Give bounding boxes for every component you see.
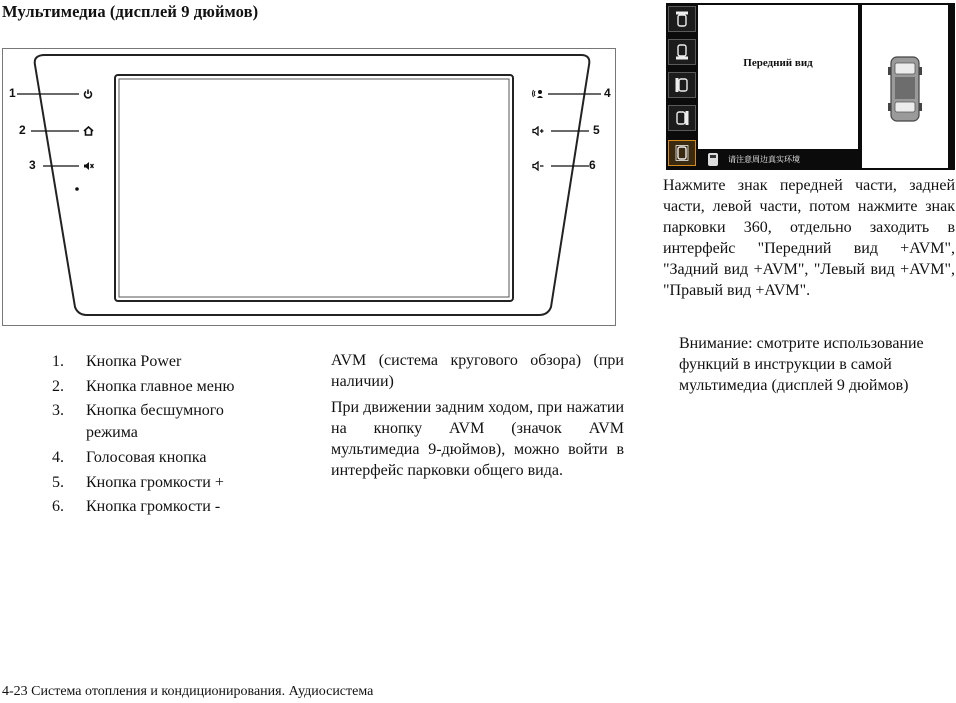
list-item: [52, 350, 322, 375]
list-item-text: Голосовая кнопка: [86, 449, 207, 466]
avm-camera-screen: [666, 3, 955, 170]
rear-camera-icon[interactable]: [668, 39, 696, 65]
attention-note: Внимание: смотрите использование функций в инструкции в самой мультимедиа (дисплей 9 дюймов): [679, 335, 924, 394]
callout-1: 1: [9, 86, 16, 100]
head-unit-diagram: [2, 48, 616, 326]
list-item-text: Кнопка громкости -: [86, 498, 221, 515]
list-item-number: 2.: [52, 377, 64, 395]
callout-2: 2: [19, 123, 26, 137]
list-item-number: 6.: [52, 498, 64, 515]
list-item-number: 1.: [52, 353, 64, 370]
list-item-number: 3.: [52, 402, 64, 419]
list-item: [52, 400, 322, 444]
page-footer: 4-23 Система отопления и кондиционирования. Аудиосистема: [2, 684, 374, 699]
callout-3: 3: [29, 158, 36, 172]
top-view-panel: [862, 5, 948, 168]
list-item-text: Кнопка Power: [86, 353, 182, 370]
callout-6: 6: [589, 158, 596, 172]
callout-4: 4: [604, 86, 611, 100]
avm-title: AVM (система кругового обзора) (при наличии): [331, 352, 624, 390]
page-title: Мультимедиа (дисплей 9 дюймов): [2, 2, 259, 21]
front-camera-icon[interactable]: [668, 6, 696, 32]
callout-5: 5: [593, 123, 600, 137]
volume-up-icon: [531, 125, 545, 137]
button-legend-list: [52, 350, 322, 520]
list-item-number: 5.: [52, 473, 64, 491]
list-item: [52, 471, 322, 496]
list-item: [52, 446, 322, 471]
right-paragraph: Нажмите знак передней части, задней части, левой части, потом нажмите знак парковки 360, отдельно заходить в интерфейс "Передний вид +AVM", "Задний вид +AVM", "Левый вид +AVM", "Правый вид +AVM".: [663, 177, 955, 299]
mute-icon: [81, 160, 95, 172]
car-top-view-icon: [862, 5, 948, 168]
avm-description: При движении задним ходом, при нажатии на кнопку AVM (значок AVM мультимедиа 9-дюймов), можно войти в интерфейс парковки общего вида.: [331, 399, 624, 479]
camera-warning-bar: [698, 150, 858, 168]
front-view-label: Передний вид: [743, 57, 813, 69]
avm-section: [331, 350, 624, 486]
parking-360-icon[interactable]: [668, 140, 696, 166]
home-icon: [81, 125, 95, 137]
voice-icon: [531, 88, 545, 100]
list-item-text: Кнопка бесшумного режима: [86, 402, 224, 441]
volume-down-icon: [531, 160, 545, 172]
list-item-text: Кнопка громкости +: [86, 473, 224, 491]
car-mini-icon: [704, 152, 722, 166]
camera-warning-text: 请注意周边真实环境: [728, 154, 800, 164]
power-icon: [81, 88, 95, 100]
list-item: [52, 375, 322, 400]
right-camera-icon[interactable]: [668, 105, 696, 131]
list-item-number: 4.: [52, 449, 64, 466]
list-item: [52, 495, 322, 520]
list-item-text: Кнопка главное меню: [86, 377, 235, 395]
front-view-panel: [698, 5, 858, 149]
left-camera-icon[interactable]: [668, 72, 696, 98]
